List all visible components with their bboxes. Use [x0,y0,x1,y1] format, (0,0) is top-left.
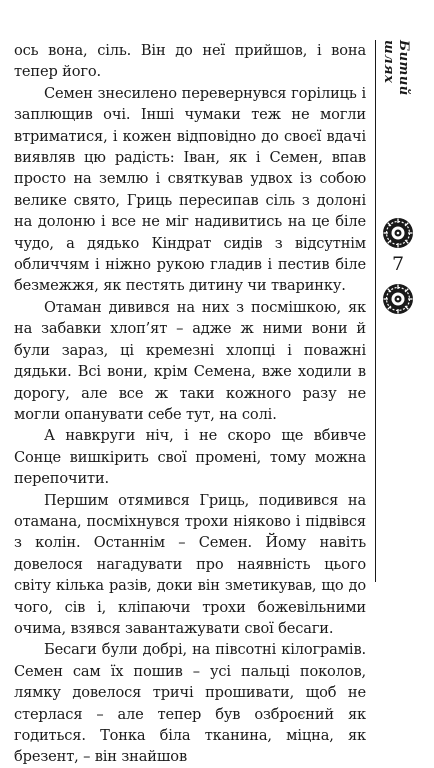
paragraph-2: Семен знесилено перевернувся горілиць і заплющив очі. Інші чумаки теж не могли втриматися, і кожен відповідно до своєї вдачі виявляв цю радість: Іван, як і Семен, впав просто на землю і святкував удвох із собою велике свято, Гриць пересипав сіль з долоні на долоню і все не міг надивитись на це біле чудо, а дядько Кіндрат сидів з відсутнім обличчям і ніжно рукою гладив і пестив біле безмежжя, як пестять дитину чи тваринку. [14,84,366,295]
paragraph-6: Бесаги були добрі, на півсотні кілограмів. Семен сам їх пошив – усі пальці поколов, лямку довелося тричі прошивати, щоб не стерлася – але тепер був озброєний як годиться. Тонка біла тканина, міцна, як брезент, – він знайшов [14,641,366,766]
body-text [14,40,366,768]
margin-rule [375,40,376,582]
paragraph-1: ось вона, сіль. Він до неї прийшов, і вона тепер його. [14,42,366,81]
paragraph-3: Отаман дивився на них з посмішкою, як на забавки хлоп’ят – адже ж ними вони й були зараз, ці кремезні хлопці і поважні дядьки. Всі вони, крім Семена, вже ходили в дорогу, але все ж таки кожного разу не могли опанувати себе тут, на солі. [14,298,366,423]
paragraph-5: Першим отямився Гриць, подивився на отамана, посміхнувся трохи ніяково і підвівся з колін. Останнім – Семен. Йому навіть довелося нагадувати про наявність цього світу кілька разів, доки він зметикував, що до чого, сів і, кліпаючи трохи божевільними очима, взявся завантажувати свої бесаги. [14,491,366,637]
page-number: 7 [391,253,405,275]
running-head: Битий шлях [381,40,411,96]
rosette-ornament-icon [382,283,414,315]
paragraph-4: А навкруги ніч, і не скоро ще вбивче Сонце вишкірить свої промені, тому можна перепочити. [14,427,366,488]
rosette-ornament-icon [382,217,414,249]
